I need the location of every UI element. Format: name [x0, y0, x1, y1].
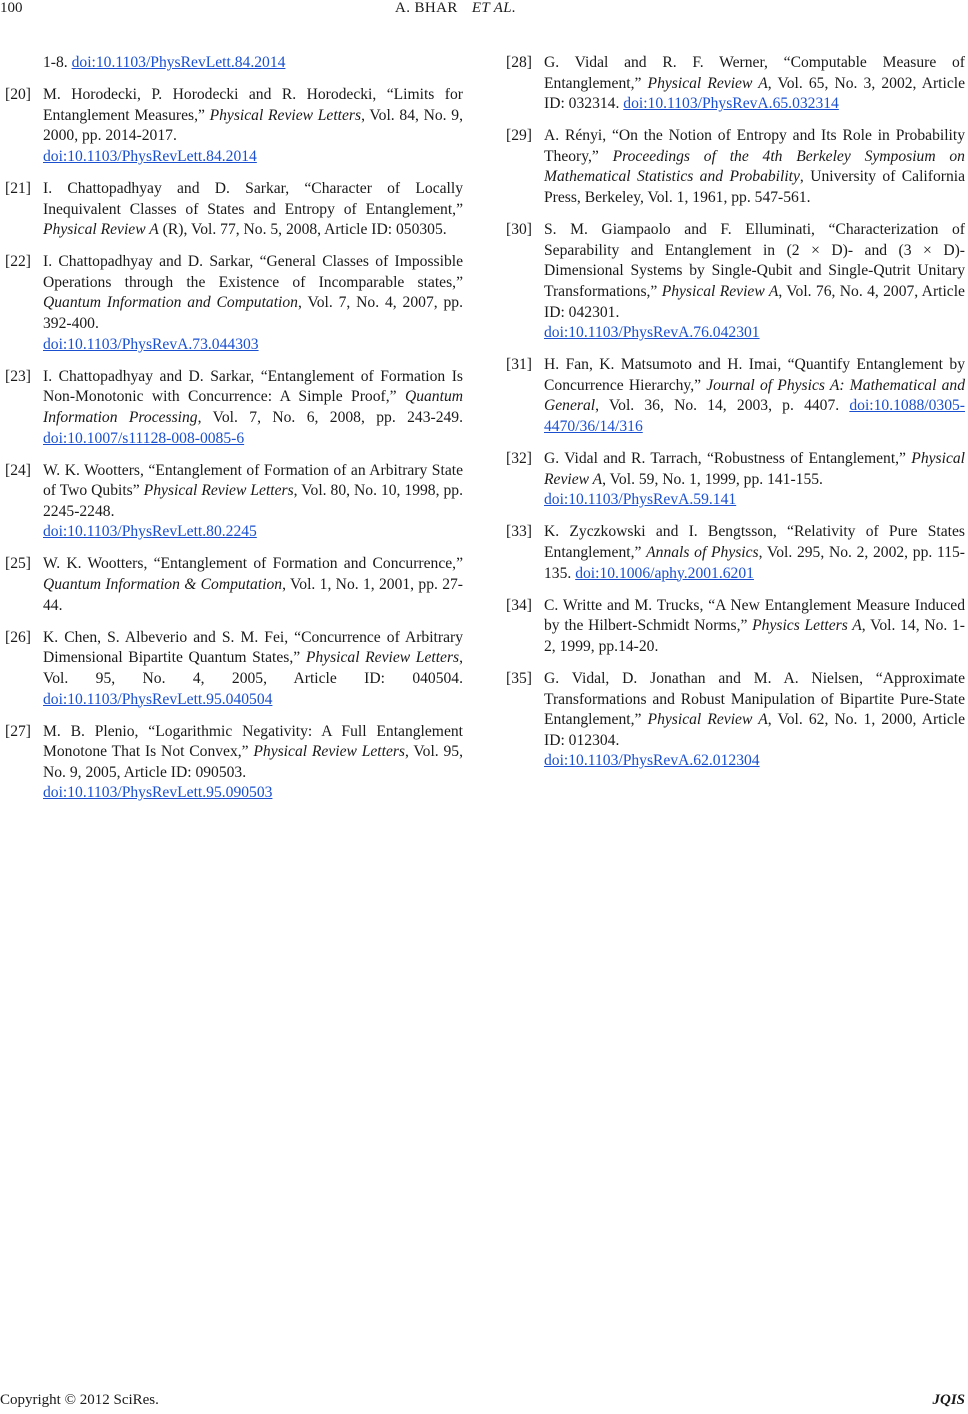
reference-details: (R), Vol. 77, No. 5, 2008, Article ID: 050305. — [158, 221, 447, 239]
running-title-et-al: ET AL. — [471, 0, 517, 16]
reference-entry — [506, 126, 965, 208]
reference-number: [29] — [506, 127, 532, 145]
running-title — [395, 0, 516, 17]
reference-details: , Vol. 7, No. 4, 2007, pp. 392-400. — [43, 294, 463, 333]
reference-details: , Vol. 1, No. 1, 2001, pp. 27-44. — [43, 576, 464, 614]
reference-source: Proceedings of the 4th Berkeley Symposium on Mathematical Statistics and Probability — [544, 147, 965, 186]
left-column — [5, 53, 463, 816]
right-reference-list — [506, 53, 965, 772]
reference-text: I. Chattopadhyay and D. Sarkar, “Character of Locally Inequivalent Classes of States and Entropy of Entanglement,” — [43, 179, 463, 218]
reference-number: [34] — [506, 596, 532, 614]
reference-number: [24] — [5, 461, 31, 479]
reference-number: [21] — [5, 179, 31, 197]
reference-details: , Vol. 14, No. 1-2, 1999, pp.14-20. — [544, 617, 965, 655]
reference-number: [28] — [506, 54, 532, 71]
reference-entry — [5, 461, 463, 543]
reference-text: S. M. Giampaolo and F. Elluminati, “Characterization of Separability and Entanglement in (2 × D)- and (3 × D)-Dimensional Systems by Single-Qubit and Single-Qutrit Unitary Transformations,” — [544, 221, 965, 300]
continuation-text: 1-8. — [43, 54, 72, 71]
reference-number: [30] — [506, 221, 532, 239]
reference-details: , Vol. 65, No. 3, 2002, Article ID: 032314. — [544, 74, 966, 113]
reference-source: Physical Review Letters — [253, 743, 406, 761]
right-column — [506, 53, 965, 783]
doi-link[interactable]: doi:10.1088/0305-4470/36/14/316 — [544, 397, 965, 435]
reference-entry — [5, 367, 463, 449]
doi-link[interactable]: doi:10.1007/s11128-008-0085-6 — [43, 429, 245, 447]
doi-link[interactable]: doi:10.1103/PhysRevA.73.044303 — [43, 335, 259, 353]
reference-details: , Vol. 62, No. 1, 2000, Article ID: 012304. — [544, 711, 966, 749]
reference-number: [35] — [506, 669, 532, 687]
doi-link[interactable]: doi:10.1103/PhysRevA.65.032314 — [623, 95, 839, 113]
doi-link[interactable]: doi:10.1103/PhysRevLett.84.2014 — [43, 147, 257, 165]
reference-text: M. Horodecki, P. Horodecki and R. Horodecki, “Limits for Entanglement Measures,” — [43, 86, 463, 124]
reference-number: [32] — [506, 450, 532, 468]
doi-link[interactable]: doi:10.1103/PhysRevLett.95.090503 — [43, 784, 273, 802]
page-header — [0, 0, 968, 20]
reference-details: , Vol. 95, No. 9, 2005, Article ID: 090503. — [43, 743, 463, 781]
reference-text: I. Chattopadhyay and D. Sarkar, “General Classes of Impossible Operations through the Existence of Incomparable states,” — [43, 253, 463, 291]
running-title-authors: A. BHAR — [395, 0, 458, 16]
reference-entry — [5, 722, 463, 804]
reference-text: W. K. Wootters, “Entanglement of Formation of an Arbitrary State of Two Qubits” — [43, 461, 463, 500]
doi-link[interactable]: doi:10.1103/PhysRevLett.80.2245 — [43, 523, 257, 541]
reference-entry — [506, 596, 965, 658]
reference-entry — [5, 252, 463, 355]
reference-number: [23] — [5, 367, 31, 385]
doi-link[interactable]: doi:10.1006/aphy.2001.6201 — [575, 564, 754, 582]
reference-entry — [5, 179, 463, 241]
reference-text: K. Zyczkowski and I. Bengtsson, “Relativity of Pure States Entanglement,” — [544, 523, 965, 561]
reference-source: Journal of Physics A: Mathematical and General — [544, 376, 965, 415]
reference-entry — [506, 449, 965, 511]
reference-entry — [506, 53, 965, 115]
page-number: 100 — [0, 0, 23, 16]
reference-entry — [5, 85, 463, 167]
reference-text: K. Chen, S. Albeverio and S. M. Fei, “Concurrence of Arbitrary Dimensional Bipartite Quantum States,” — [43, 628, 463, 667]
reference-number: [26] — [5, 628, 31, 646]
reference-entry — [506, 669, 965, 772]
left-reference-list — [5, 85, 463, 804]
reference-details: , Vol. 80, No. 10, 1998, pp. 2245-2248. — [43, 482, 463, 520]
reference-source: Quantum Information & Computation — [43, 576, 283, 594]
reference-details: , Vol. 295, No. 2, 2002, pp. 115-135. — [544, 543, 965, 582]
reference-text: G. Vidal, D. Jonathan and M. A. Nielsen, “Approximate Transformations and Robust Manipulation of Bipartite Pure-State Entanglement,” — [544, 669, 965, 729]
doi-link[interactable]: doi:10.1103/PhysRevA.76.042301 — [544, 324, 760, 342]
reference-source: Quantum Information and Computation — [43, 294, 298, 312]
reference-number: [31] — [506, 356, 532, 374]
reference-source: Quantum Information Processing — [43, 388, 463, 426]
reference-details: , Vol. 84, No. 9, 2000, pp. 2014-2017. — [43, 106, 463, 145]
reference-source: Physical Review A — [647, 711, 768, 729]
reference-source: Annals of Physics — [646, 543, 759, 561]
doi-link[interactable]: doi:10.1103/PhysRevA.62.012304 — [544, 752, 760, 770]
reference-number: [25] — [5, 555, 31, 573]
reference-source: Physics Letters A — [752, 617, 862, 635]
reference-source: Physical Review Letters — [209, 106, 362, 124]
reference-source: Physical Review A — [661, 282, 779, 300]
reference-source: Physical Review Letters — [305, 649, 460, 667]
reference-text: G. Vidal and R. Tarrach, “Robustness of Entanglement,” — [544, 450, 912, 468]
reference-entry — [506, 220, 965, 344]
reference-source: Physical Review A — [647, 74, 768, 92]
reference-text: C. Writte and M. Trucks, “A New Entanglement Measure Induced by the Hilbert-Schmidt Norms,” — [544, 596, 965, 635]
reference-number: [27] — [5, 722, 31, 740]
page-footer — [0, 1392, 968, 1414]
reference-entry — [506, 355, 965, 437]
journal-abbreviation: JQIS — [932, 1392, 965, 1408]
reference-text: H. Fan, K. Matsumoto and H. Imai, “Quantify Entanglement by Concurrence Hierarchy,” — [544, 356, 965, 394]
reference-text: A. Rényi, “On the Notion of Entropy and Its Role in Probability Theory,” — [544, 127, 965, 165]
reference-number: [33] — [506, 523, 532, 541]
reference-text: I. Chattopadhyay and D. Sarkar, “Entanglement of Formation Is Non-Monotonic with Concurrence: A Simple Proof,” — [43, 367, 463, 406]
reference-number: [22] — [5, 253, 31, 271]
reference-details: , Vol. 59, No. 1, 1999, pp. 141-155. — [602, 470, 823, 488]
reference-source: Physical Review Letters — [143, 482, 294, 500]
reference-text: W. K. Wootters, “Entanglement of Formation and Concurrence,” — [43, 555, 463, 573]
reference-details: , Vol. 95, No. 4, 2005, Article ID: 040504. — [43, 649, 463, 687]
reference-entry — [5, 554, 463, 616]
reference-text: M. B. Plenio, “Logarithmic Negativity: A Full Entanglement Monotone That Is Not Convex,” — [43, 722, 463, 761]
reference-details: , University of California Press, Berkeley, Vol. 1, 1961, pp. 547-561. — [544, 168, 966, 207]
reference-details: , Vol. 76, No. 4, 2007, Article ID: 042301. — [544, 282, 965, 321]
reference-text: G. Vidal and R. F. Werner, “Computable Measure of Entanglement,” — [544, 54, 965, 92]
copyright-notice: Copyright © 2012 SciRes. — [0, 1392, 159, 1408]
doi-link[interactable]: doi:10.1103/PhysRevA.59.141 — [544, 491, 737, 509]
reference-details: , Vol. 7, No. 6, 2008, pp. 243-249. — [197, 408, 463, 426]
reference-details: , Vol. 36, No. 14, 2003, p. 4407. — [595, 397, 850, 415]
reference-source: Physical Review A — [544, 450, 965, 488]
reference-entry — [506, 522, 965, 584]
reference-entry — [5, 628, 463, 710]
reference-source: Physical Review A — [43, 221, 159, 239]
doi-link[interactable]: doi:10.1103/PhysRevLett.95.040504 — [43, 690, 273, 708]
reference-continuation — [5, 53, 463, 74]
doi-link[interactable]: doi:10.1103/PhysRevLett.84.2014 — [71, 54, 286, 71]
reference-number: [20] — [5, 86, 31, 104]
